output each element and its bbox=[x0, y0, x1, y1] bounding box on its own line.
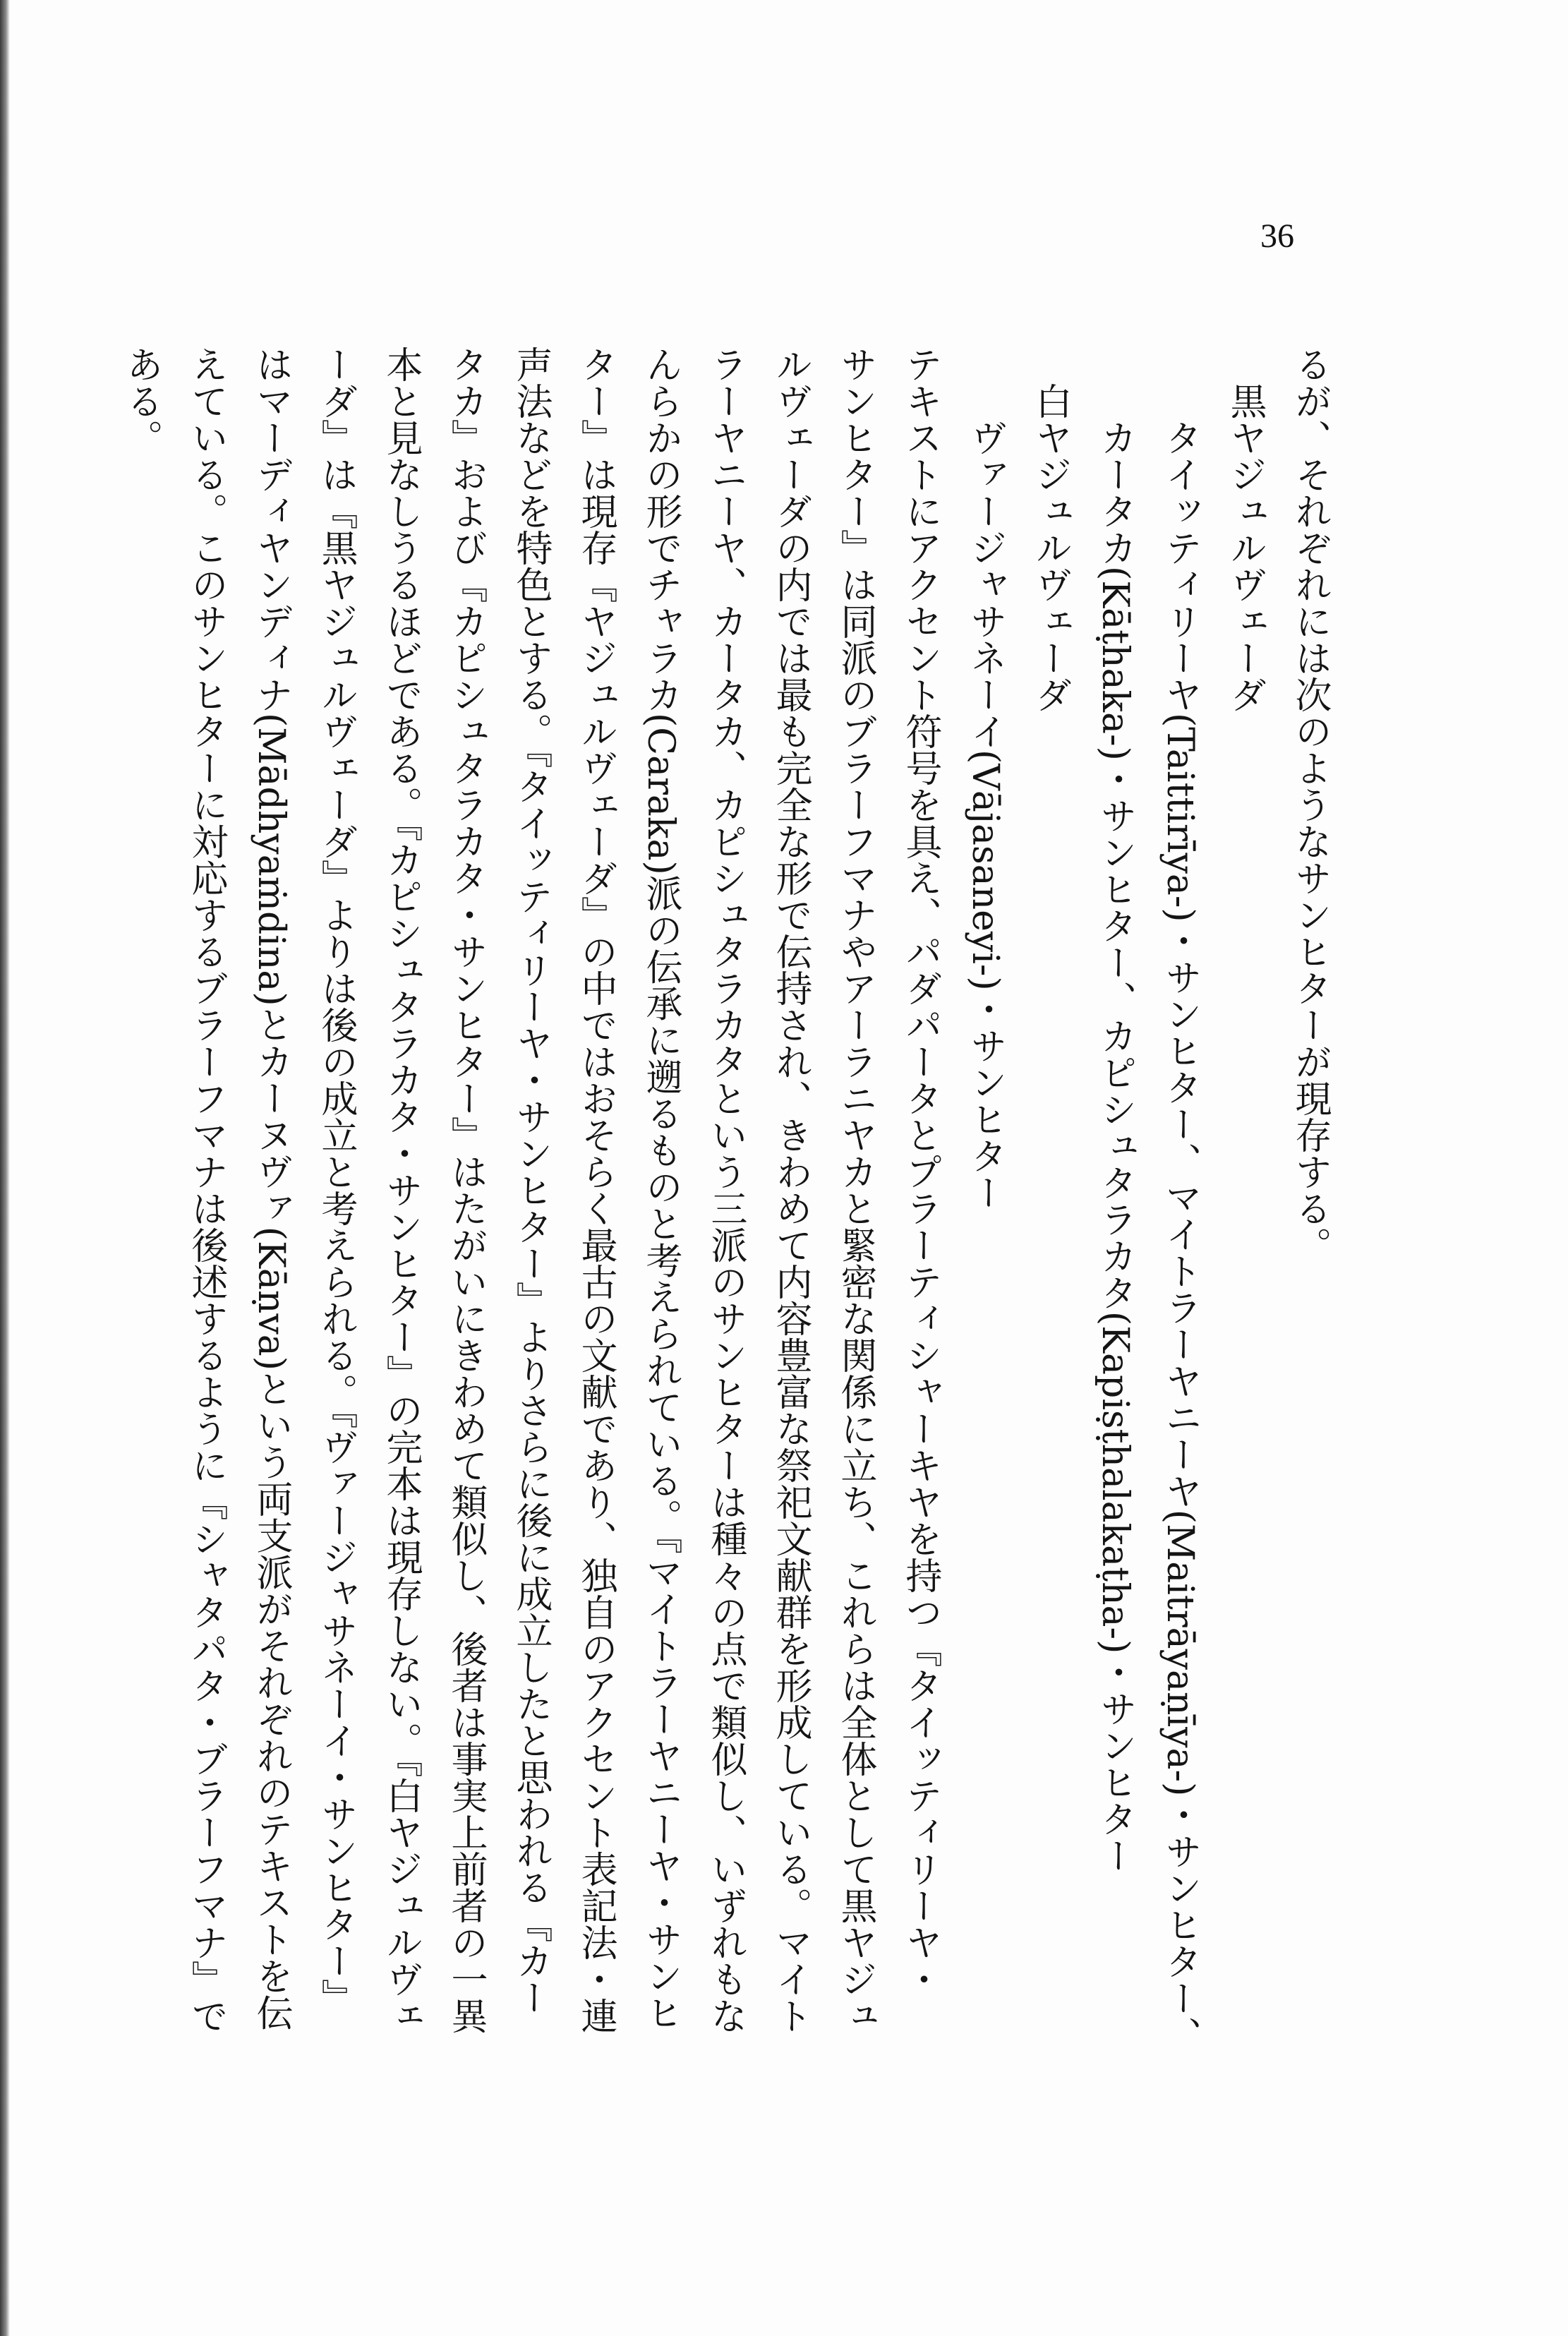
text-line: ヴァージャサネーイ(Vājasaneyi-)・サンヒター bbox=[964, 419, 1006, 1211]
text-line: ある。 bbox=[120, 346, 162, 456]
text-line: タイッティリーヤ(Taittirīya-)・サンヒター、マイトラーヤニーヤ(Maitrāyaṇīya-)・サンヒター、 bbox=[1159, 419, 1201, 2054]
text-line: んらかの形でチャラカ(Caraka)派の伝承に遡るものと考えられている。『マイトラーヤニーヤ・サンヒ bbox=[639, 346, 682, 2031]
text-line: 本と見なしうるほどである。『カピシュタラカタ・サンヒター』の完本は現存しない。『白ヤジュルヴェ bbox=[380, 346, 422, 2034]
vertical-text-block bbox=[109, 346, 1342, 2322]
text-line: ーダ』は『黒ヤジュルヴェーダ』よりは後の成立と考えられる。『ヴァージャサネーイ・サンヒター』 bbox=[315, 346, 357, 2016]
text-line: えている。このサンヒターに対応するブラーフマナは後述するように『シャタパタ・ブラーフマナ』で bbox=[185, 346, 227, 2034]
text-line: 白ヤジュルヴェーダ bbox=[1029, 383, 1071, 713]
text-line: サンヒター』は同派のブラーフマナやアーラニヤカと緊密な関係に立ち、これらは全体として黒ヤジュ bbox=[834, 346, 876, 2034]
text-line: テキストにアクセント符号を具え、パダパータとプラーティシャーキヤを持つ『タイッティリーヤ・ bbox=[899, 346, 941, 1997]
text-line: タカ』および『カピシュタラカタ・サンヒター』はたがいにきわめて類似し、後者は事実上前者の一異 bbox=[445, 346, 487, 2034]
text-line: 声法などを特色とする。『タイッティリーヤ・サンヒター』よりさらに後に成立したと思われる『カー bbox=[509, 346, 552, 2016]
page-number: 36 bbox=[1260, 217, 1294, 255]
text-line: ター』は現存『ヤジュルヴェーダ』の中ではおそらく最古の文献であり、独自のアクセント表記法・連 bbox=[574, 346, 617, 2034]
text-line: はマーディヤンディナ(Mādhyaṁdina)とカーヌヴァ(Kāṇva)という両支派がそれぞれのテキストを伝 bbox=[250, 346, 292, 2031]
text-line: るが、それぞれには次のようなサンヒターが現存する。 bbox=[1289, 346, 1331, 1263]
text-line: ルヴェーダの内では最も完全な形で伝持され、きわめて内容豊富な祭祀文献群を形成している。マイト bbox=[769, 346, 812, 2034]
text-line: カータカ(Kāṭhaka-)・サンヒター、カピシュタラカタ(Kapiṣṭhalakaṭha-)・サンヒター bbox=[1094, 419, 1136, 1874]
text-line: ラーヤニーヤ、カータカ、カピシュタラカタという三派のサンヒターは種々の点で類似し、いずれもな bbox=[704, 346, 747, 2034]
page-binding-edge bbox=[0, 0, 10, 2336]
text-line: 黒ヤジュルヴェーダ bbox=[1224, 383, 1266, 713]
